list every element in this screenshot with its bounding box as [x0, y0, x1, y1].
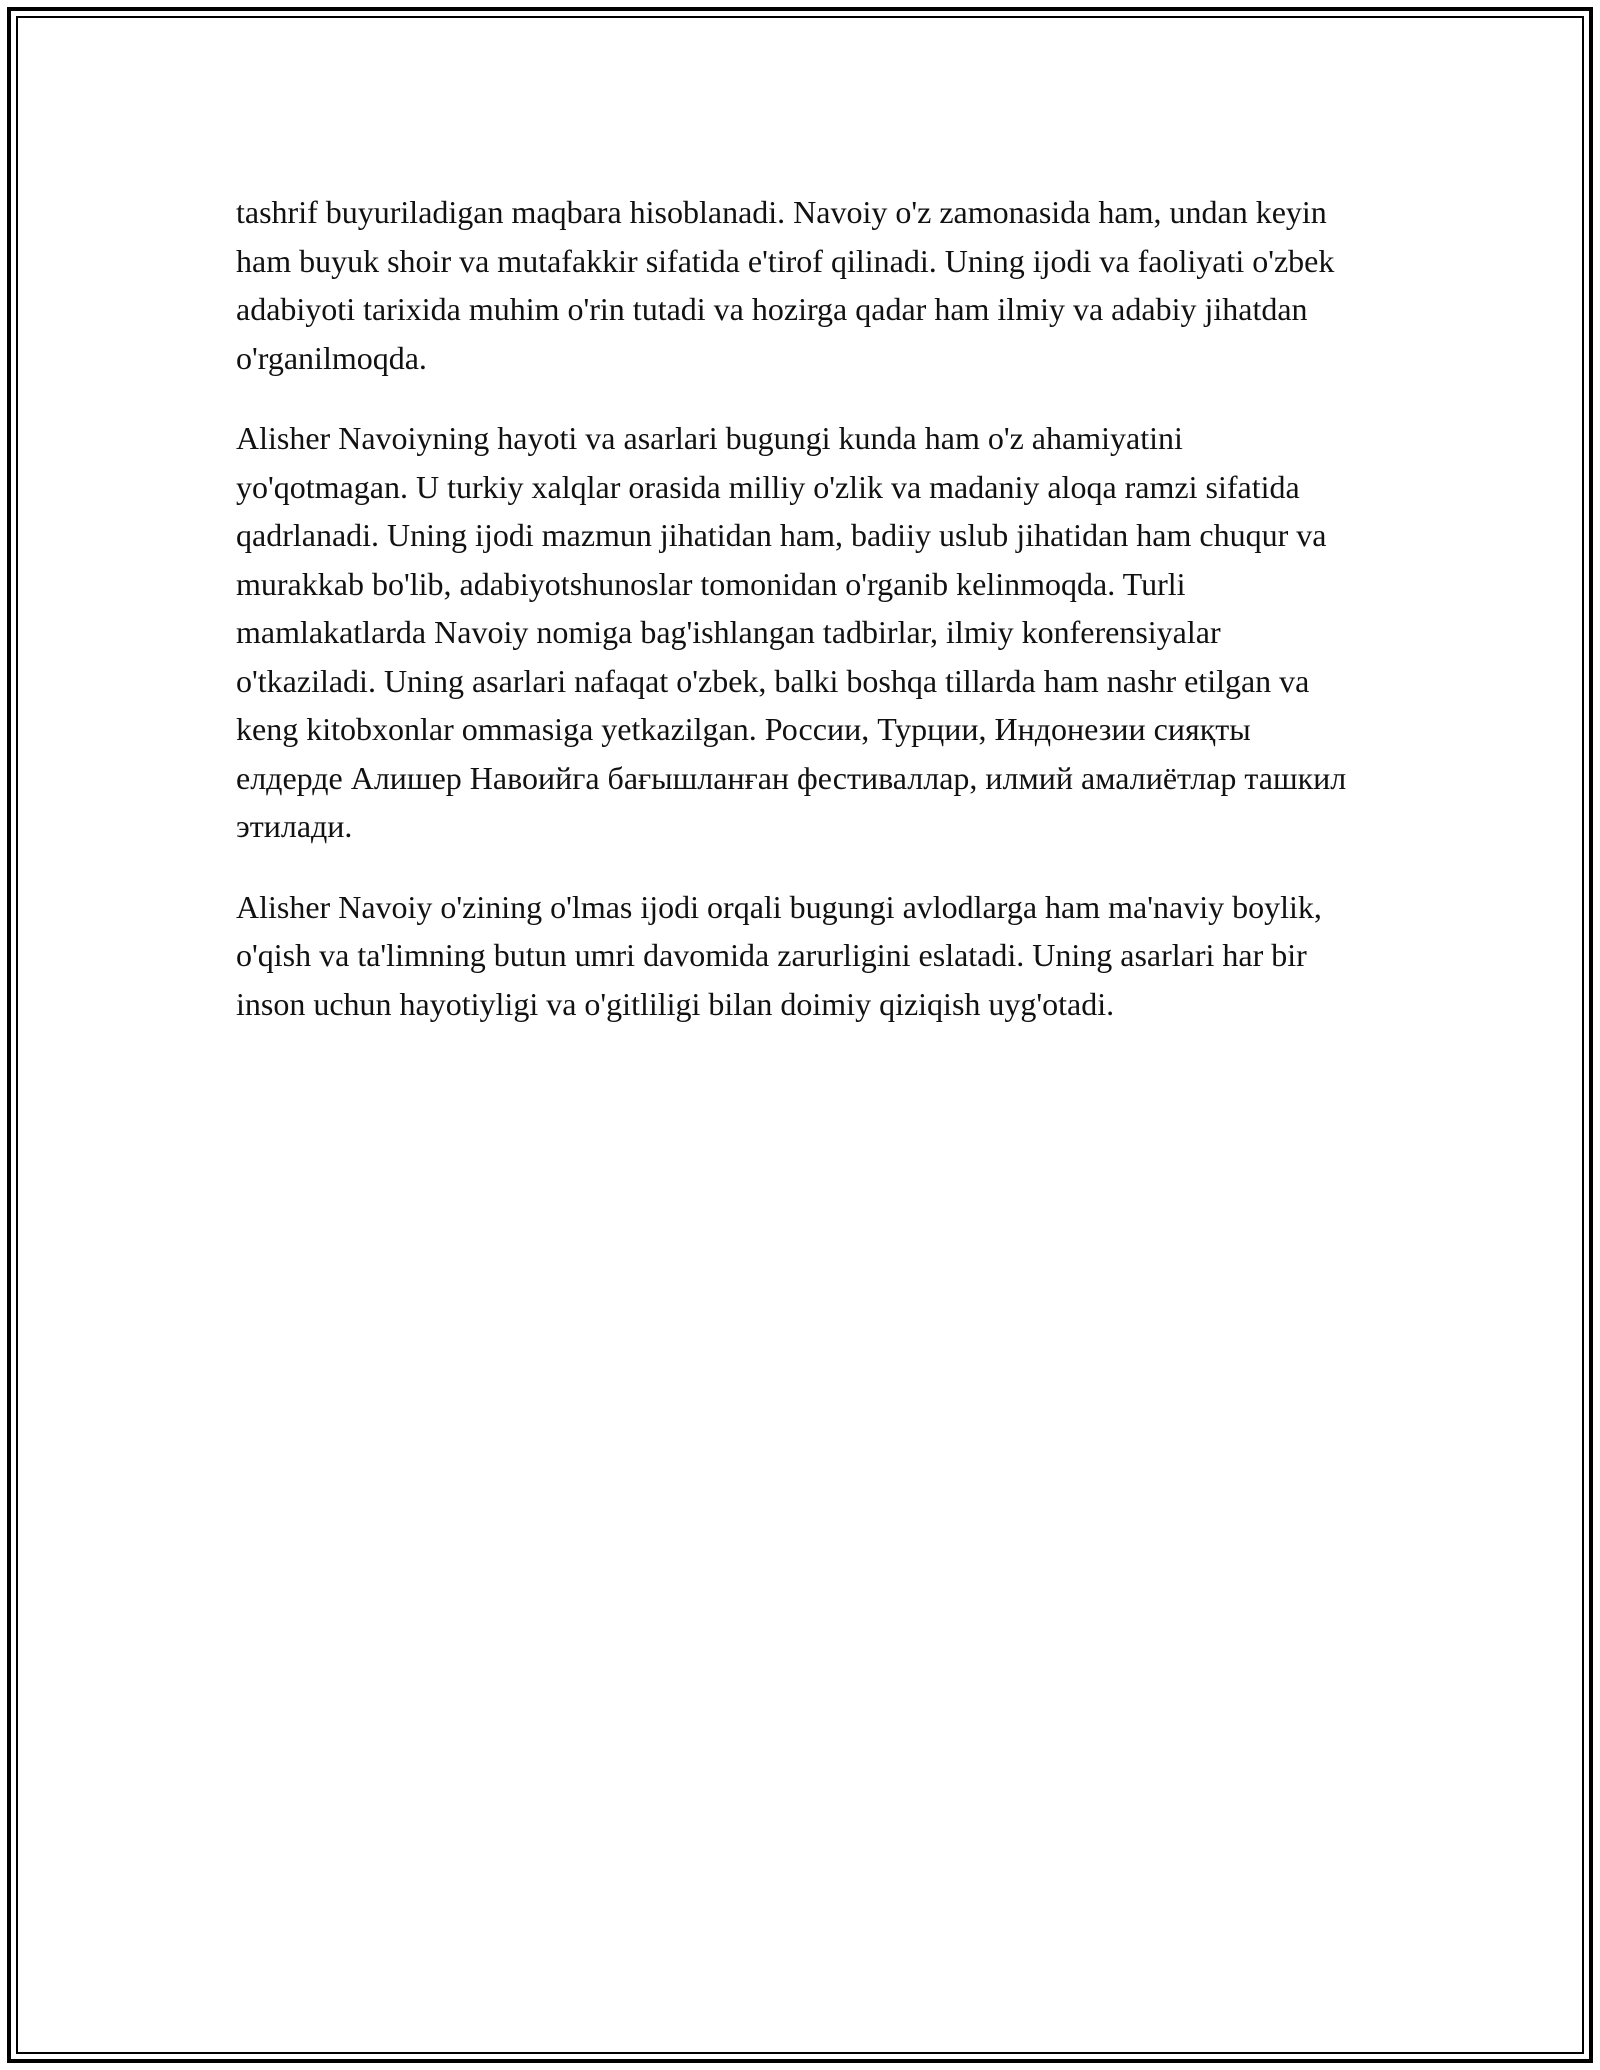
paragraph-1: tashrif buyuriladigan maqbara hisoblanadi. Navoiy o'z zamonasida ham, undan keyin ham buyuk shoir va mutafakkir sifatida e'tirof qilinadi. Uning ijodi va faoliyati o'zbek adabiyoti tarixida muhim o'rin tutadi va hozirga qadar ham ilmiy va adabiy jihatdan o'rganilmoqda. — [236, 194, 1335, 376]
paragraph-3: Alisher Navoiy o'zining o'lmas ijodi orqali bugungi avlodlarga ham ma'naviy boylik, o'qish va ta'limning butun umri davomida zarurligini eslatadi. Uning asarlari har bir inson uchun hayotiyligi va o'gitliligi bilan doimiy qiziqish uyg'otadi. — [236, 888, 1322, 1022]
paragraph-2: Alisher Navoiyning hayoti va asarlari bugungi kunda ham o'z ahamiyatini yo'qotmagan. U turkiy xalqlar orasida milliy o'zlik va madaniy aloqa ramzi sifatida qadrlanadi. Uning ijodi mazmun jihatidan ham, badiiy uslub jihatidan ham chuqur va murakkab bo'lib, adabiyotshunoslar tomonidan o'rganib kelinmoqda. Turli mamlakatlarda Navoiy nomiga bag'ishlangan tadbirlar, ilmiy konferensiyalar o'tkaziladi. Uning asarlari nafaqat o'zbek, balki boshqa tillarda ham nashr etilgan va keng kitobxonlar ommasiga yetkazilgan. России, Турции, Индонезии сияқты елдерде Алишер Навоийга бағышланған фестиваллар, илмий амалиётлар ташкил этилади. — [236, 420, 1347, 844]
document-body — [236, 188, 1356, 1060]
